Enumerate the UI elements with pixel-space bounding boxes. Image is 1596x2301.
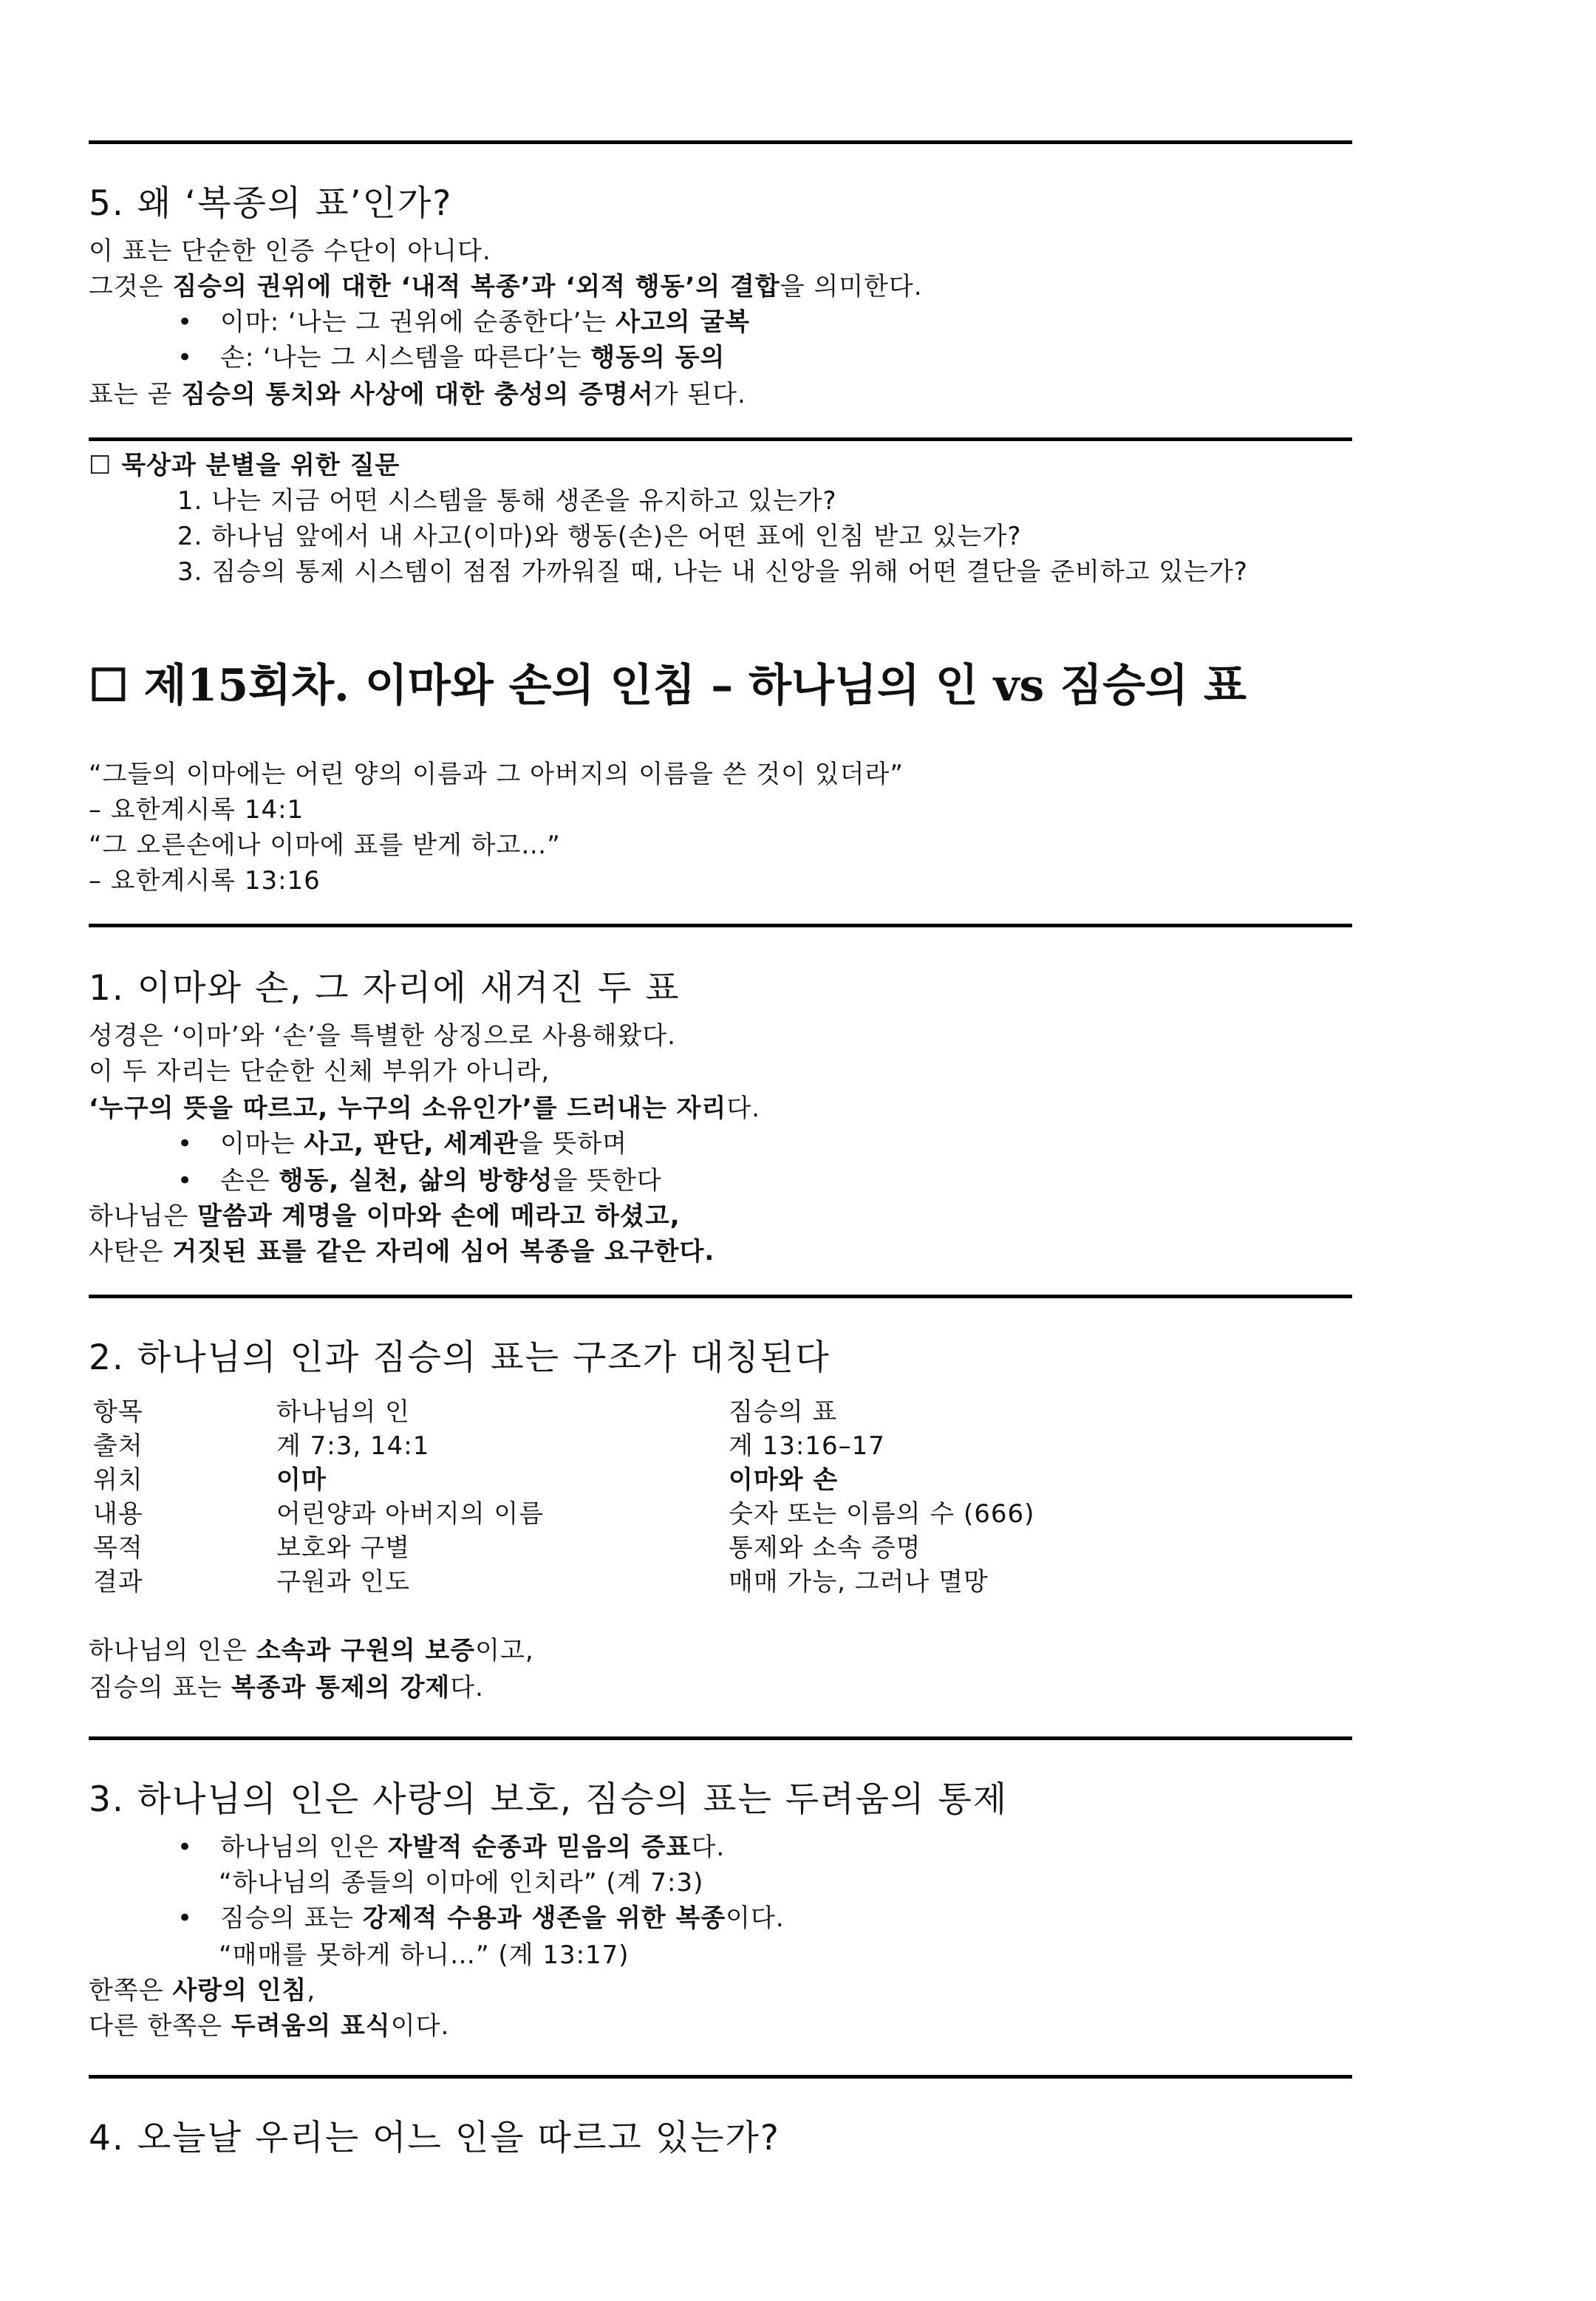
table-cell: 통제와 소속 증명 <box>729 1533 921 1563</box>
divider <box>89 924 1352 927</box>
questions-header: ☐ 묵상과 분별을 위한 질문 <box>89 451 400 480</box>
table-cell: 짐승의 표 <box>729 1397 838 1427</box>
lesson-title: ☐ 제15회차. 이마와 손의 인침 – 하나님의 인 vs 짐승의 표 <box>89 660 1247 712</box>
s1-line-3: ‘누구의 뜻을 따르고, 누구의 소유인가’를 드러내는 자리다. <box>89 1094 760 1123</box>
section-3-title: 3. 하나님의 인은 사랑의 보호, 짐승의 표는 두려움의 통제 <box>89 1779 1009 1820</box>
table-cell: 매매 가능, 그러나 멸망 <box>729 1567 989 1597</box>
quote-2-ref: – 요한계시록 13:16 <box>89 866 321 896</box>
s1-line-5: 사탄은 거짓된 표를 같은 자리에 심어 복종을 요구한다. <box>89 1237 715 1267</box>
question-2: 2. 하나님 앞에서 내 사고(이마)와 행동(손)은 어떤 표에 인침 받고 있는가? <box>177 522 1022 551</box>
question-1: 1. 나는 지금 어떤 시스템을 통해 생존을 유지하고 있는가? <box>177 486 837 516</box>
table-cell: 내용 <box>93 1499 143 1529</box>
s3-bullet-1-quote: “하나님의 종들의 이마에 인치라” (계 7:3) <box>219 1868 704 1898</box>
divider <box>89 1736 1352 1740</box>
s3-bullet-2: • 짐승의 표는 강제적 수용과 생존을 위한 복종이다. <box>177 1901 785 1936</box>
table-cell: 위치 <box>93 1465 143 1495</box>
s3-line-1: 한쪽은 사랑의 인침, <box>89 1976 316 2005</box>
bullet-icon: • <box>177 307 194 337</box>
bullet-icon: • <box>177 1903 194 1933</box>
quote-1-ref: – 요한계시록 14:1 <box>89 795 304 825</box>
bullet-icon: • <box>177 1129 194 1159</box>
s5-line-1: 이 표는 단순한 인증 수단이 아니다. <box>89 236 491 266</box>
question-3: 3. 짐승의 통제 시스템이 점점 가까워질 때, 나는 내 신앙을 위해 어떤 결단을 준비하고 있는가? <box>177 557 1248 587</box>
table-cell: 출처 <box>93 1431 143 1461</box>
quote-1: “그들의 이마에는 어린 양의 이름과 그 아버지의 이름을 쓴 것이 있더라” <box>89 760 904 789</box>
s2-line-2: 짐승의 표는 복종과 통제의 강제다. <box>89 1673 484 1702</box>
table-cell: 이마와 손 <box>729 1465 839 1495</box>
s3-line-2: 다른 한쪽은 두려움의 표식이다. <box>89 2011 450 2041</box>
s2-line-1: 하나님의 인은 소속과 구원의 보증이고, <box>89 1636 534 1666</box>
table-cell: 하나님의 인 <box>276 1397 411 1427</box>
s1-line-2: 이 두 자리는 단순한 신체 부위가 아니라, <box>89 1057 550 1086</box>
table-cell: 어린양과 아버지의 이름 <box>276 1499 545 1529</box>
s1-line-4: 하나님은 말씀과 계명을 이마와 손에 메라고 하셨고, <box>89 1201 681 1231</box>
divider <box>89 2075 1352 2079</box>
table-cell: 계 13:16–17 <box>729 1431 885 1461</box>
s5-bullet-1: • 이마: ‘나는 그 권위에 순종한다’는 사고의 굴복 <box>177 304 750 340</box>
s5-line-2: 그것은 짐승의 권위에 대한 ‘내적 복종’과 ‘외적 행동’의 결합을 의미한다. <box>89 272 923 301</box>
divider <box>89 1295 1352 1298</box>
s1-bullet-2: • 손은 행동, 실천, 삶의 방향성을 뜻한다 <box>177 1163 662 1199</box>
section-4-title: 4. 오늘날 우리는 어느 인을 따르고 있는가? <box>89 2118 780 2158</box>
table-cell: 구원과 인도 <box>276 1567 411 1597</box>
s3-bullet-2-quote: “매매를 못하게 하니…” (계 13:17) <box>219 1940 630 1970</box>
table-cell: 결과 <box>93 1567 143 1597</box>
section-5-title: 5. 왜 ‘복종의 표’인가? <box>89 183 453 224</box>
table-cell: 목적 <box>93 1533 143 1563</box>
table-cell: 계 7:3, 14:1 <box>276 1431 430 1461</box>
divider <box>89 437 1352 441</box>
quote-2: “그 오른손에나 이마에 표를 받게 하고…” <box>89 831 561 860</box>
section-1-title: 1. 이마와 손, 그 자리에 새겨진 두 표 <box>89 968 681 1009</box>
bullet-icon: • <box>177 1833 194 1862</box>
s5-line-3: 표는 곧 짐승의 통치와 사상에 대한 충성의 증명서가 된다. <box>89 380 746 409</box>
table-cell: 이마 <box>276 1465 327 1495</box>
section-2-title: 2. 하나님의 인과 짐승의 표는 구조가 대칭된다 <box>89 1337 831 1378</box>
table-cell: 항목 <box>93 1397 143 1427</box>
s3-bullet-1: • 하나님의 인은 자발적 순종과 믿음의 증표다. <box>177 1830 725 1865</box>
bullet-icon: • <box>177 343 194 372</box>
table-cell: 숫자 또는 이름의 수 (666) <box>729 1499 1035 1529</box>
divider <box>89 140 1352 144</box>
s1-bullet-1: • 이마는 사고, 판단, 세계관을 뜻하며 <box>177 1126 627 1162</box>
bullet-icon: • <box>177 1166 194 1196</box>
s1-line-1: 성경은 ‘이마’와 ‘손’을 특별한 상징으로 사용해왔다. <box>89 1021 676 1051</box>
table-cell: 보호와 구별 <box>276 1533 411 1563</box>
s5-bullet-2: • 손: ‘나는 그 시스템을 따른다’는 행동의 동의 <box>177 340 725 375</box>
